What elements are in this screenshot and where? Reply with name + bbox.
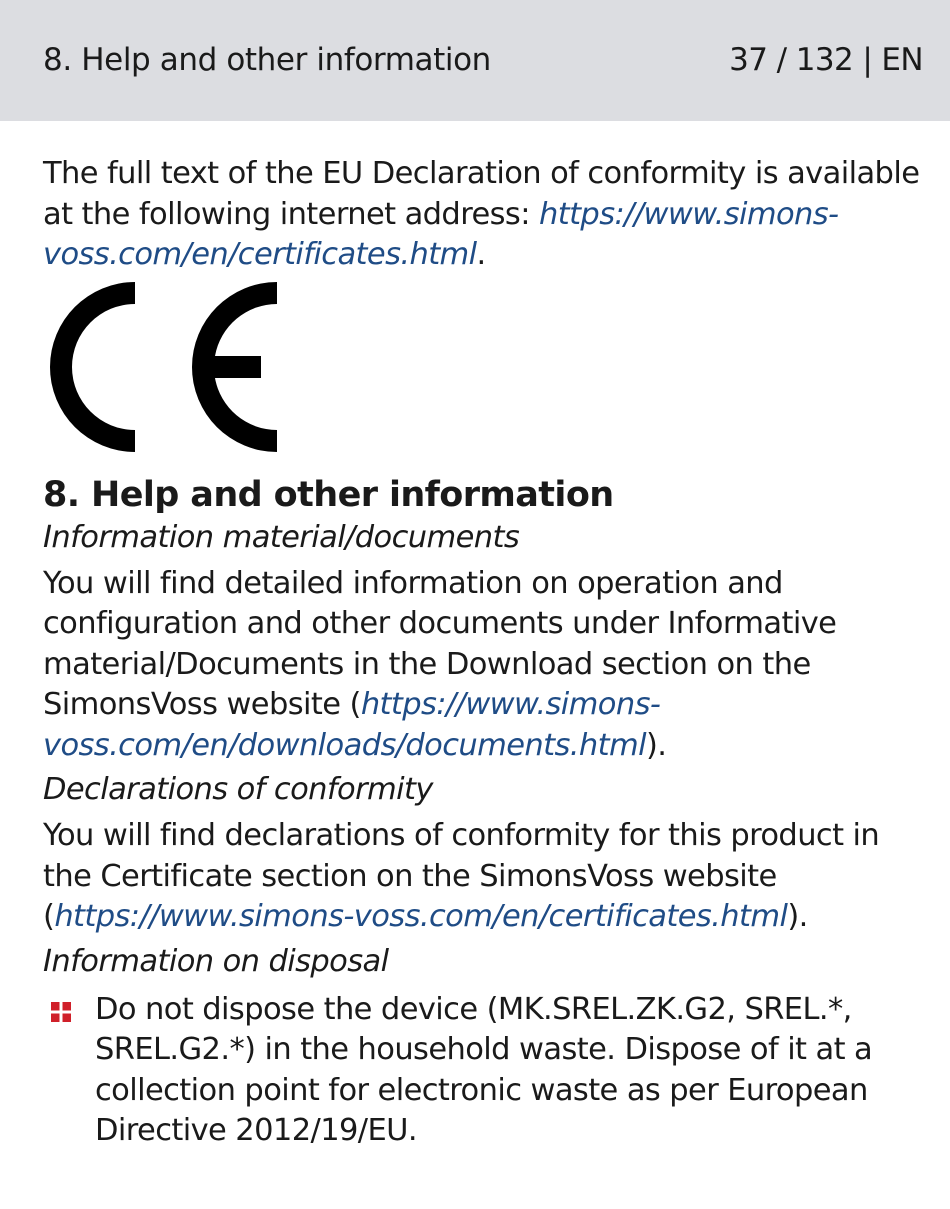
- declaration-paragraph: [43, 154, 923, 276]
- disposal-item-text: Do not dispose the device (MK.SREL.ZK.G2, SREL.*, SREL.G2.*) in the household waste. Dispose of it at a collection point for electronic waste as per European Directive 2012/19/EU.: [95, 991, 873, 1148]
- conformity-certificates-link[interactable]: https://www.simons-voss.com/en/certificates.html: [54, 899, 788, 934]
- section-heading: 8. Help and other information: [43, 474, 614, 515]
- certificates-link[interactable]: https://www.simons-voss.com/en/certificates.html: [43, 196, 839, 272]
- conformity-subheading: Declarations of conformity: [43, 772, 433, 807]
- red-square-bullet-icon: [51, 1002, 71, 1022]
- downloads-link[interactable]: https://www.simons-voss.com/en/downloads/documents.html: [43, 687, 661, 763]
- header-title: 8. Help and other information: [43, 42, 491, 78]
- info-material-subheading: Information material/documents: [43, 519, 520, 555]
- info-material-suffix: ).: [645, 727, 667, 763]
- list-item: [43, 990, 923, 1152]
- disposal-subheading: Information on disposal: [43, 943, 389, 979]
- declaration-text: The full text of the EU Declaration of conformity is available at the following internet address:: [43, 156, 920, 232]
- page-number: 37 / 132 | EN: [729, 42, 923, 78]
- info-material-paragraph: [43, 564, 923, 767]
- document-body: [43, 154, 923, 1152]
- info-material-text: You will find detailed information on operation and configuration and other documents under Informative material/Documents in the Download section on the SimonsVoss website (: [43, 565, 837, 722]
- conformity-paragraph: [43, 816, 923, 938]
- declaration-suffix: .: [476, 237, 486, 272]
- conformity-text: You will find declarations of conformity for this product in the Certificate section on the SimonsVoss website (: [43, 818, 880, 934]
- page-header: [0, 0, 950, 121]
- ce-mark-icon: [43, 282, 279, 452]
- conformity-suffix: ).: [787, 899, 808, 934]
